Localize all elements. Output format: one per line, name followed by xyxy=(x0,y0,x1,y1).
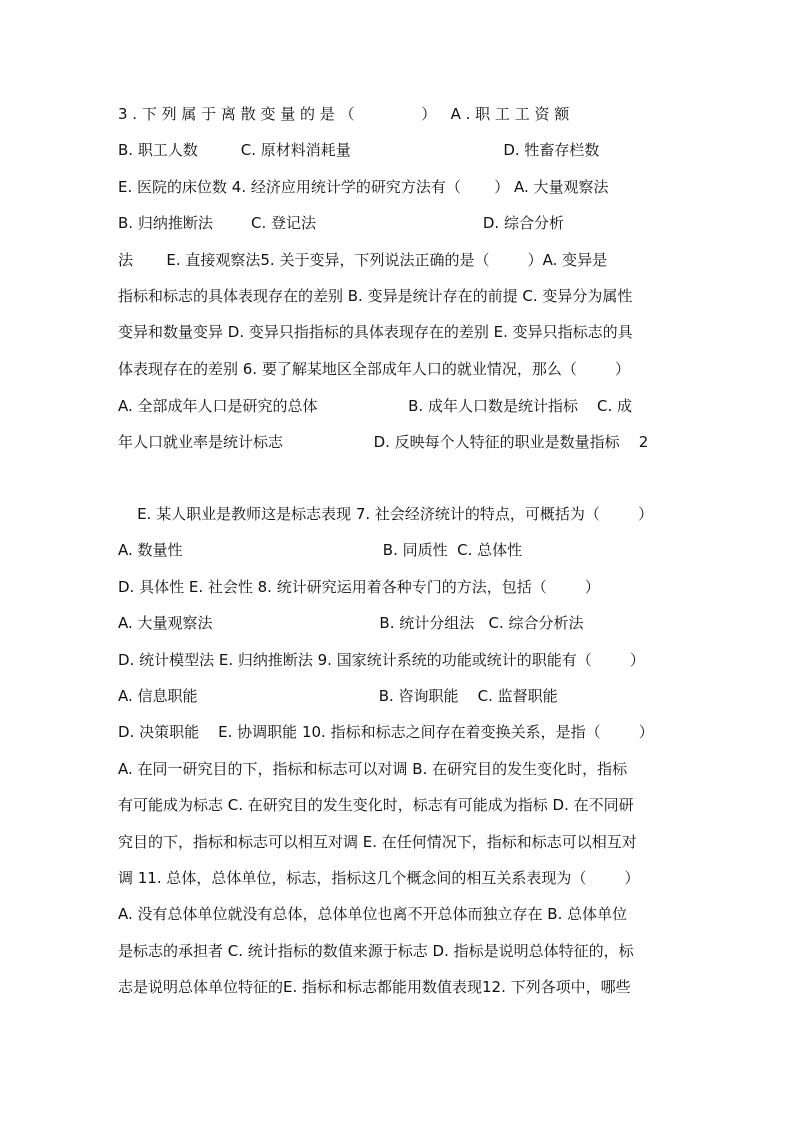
text-line: 年人口就业率是统计标志 D. 反映每个人特征的职业是数量指标 2 xyxy=(118,433,649,451)
text-line: E. 某人职业是教师这是标志表现 7. 社会经济统计的特点，可概括为（ ） xyxy=(118,505,654,523)
text-line: B. 职工人数 C. 原材料消耗量 D. 牲畜存栏数 xyxy=(118,141,600,159)
text-line: 法 E. 直接观察法5. 关于变异，下列说法正确的是（ ）A. 变异是 xyxy=(118,251,608,269)
text-line: A. 数量性 B. 同质性 C. 总体性 xyxy=(118,541,523,559)
text-line: 志是说明总体单位特征的E. 指标和标志都能用数值表现12. 下列各项中，哪些 xyxy=(118,978,631,996)
text-line: 有可能成为标志 C. 在研究目的发生变化时，标志有可能成为指标 D. 在不同研 xyxy=(118,796,634,814)
text-line: E. 医院的床位数 4. 经济应用统计学的研究方法有（ ） A. 大量观察法 xyxy=(118,178,609,196)
text-line: D. 决策职能 E. 协调职能 10. 指标和标志之间存在着变换关系，是指（ ） xyxy=(118,723,654,741)
text-line: A. 大量观察法 B. 统计分组法 C. 综合分析法 xyxy=(118,614,584,632)
text-line: 3 . 下 列 属 于 离 散 变 量 的 是 （ ） A . 职 工 工 资 额 xyxy=(118,105,570,123)
text-line: 体表现存在的差别 6. 要了解某地区全部成年人口的就业情况，那么（ ） xyxy=(118,360,630,378)
text-line: 调 11. 总体，总体单位，标志，指标这几个概念间的相互关系表现为（ ） xyxy=(118,869,640,887)
text-line: 是标志的承担者 C. 统计指标的数值来源于标志 D. 指标是说明总体特征的，标 xyxy=(118,942,634,960)
text-line: D. 统计模型法 E. 归纳推断法 9. 国家统计系统的功能或统计的职能有（ ） xyxy=(118,651,645,669)
text-line: D. 具体性 E. 社会性 8. 统计研究运用着各种专门的方法，包括（ ） xyxy=(118,578,600,596)
text-line: A. 信息职能 B. 咨询职能 C. 监督职能 xyxy=(118,687,558,705)
text-line: 究目的下，指标和标志可以相互对调 E. 在任何情况下，指标和标志可以相互对 xyxy=(118,833,637,851)
text-line: A. 在同一研究目的下，指标和标志可以对调 B. 在研究目的发生变化时，指标 xyxy=(118,760,628,778)
text-line: B. 归纳推断法 C. 登记法 D. 综合分析 xyxy=(118,214,564,232)
text-line: A. 全部成年人口是研究的总体 B. 成年人口数是统计指标 C. 成 xyxy=(118,397,633,415)
text-line: 变异和数量变异 D. 变异只指指标的具体表现存在的差别 E. 变异只指标志的具 xyxy=(118,323,633,341)
text-line: 指标和标志的具体表现存在的差别 B. 变异是统计存在的前提 C. 变异分为属性 xyxy=(118,287,633,305)
text-line: A. 没有总体单位就没有总体，总体单位也离不开总体而独立存在 B. 总体单位 xyxy=(118,905,628,923)
